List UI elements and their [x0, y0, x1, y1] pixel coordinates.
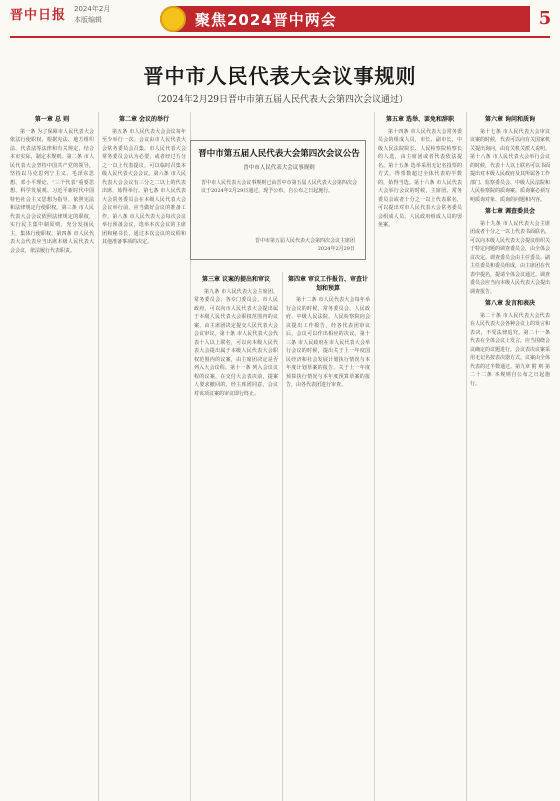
header-divider [10, 36, 550, 38]
edition-label: 本版编辑 [74, 16, 102, 24]
section-banner-text: 聚焦2024晋中两会 [195, 11, 337, 29]
signature-org: 晋中市第五届人民代表大会第四次会议主席团 [254, 238, 355, 244]
national-emblem-icon [160, 6, 186, 32]
announcement-signature [255, 237, 355, 253]
masthead-logo: 晋中日报 [10, 8, 67, 23]
column-divider [98, 112, 99, 801]
chapter-heading: 第一章 总 则 [34, 116, 70, 123]
issue-date: 2024年2月 [74, 5, 111, 13]
article-title: 晋中市人民代表大会议事规则 [143, 64, 417, 88]
paragraph: 第十九条 市人民代表大会主席团或者十分之一以上代表书面联名，可以向本级人民代表大会提议组织关于特定问题的调查委员会，由全体会议决定。调查委员会由主任委员、副主任委员和委员组成，由主席团在代表中提名，提请全体会议通过。调查委员会应当向本级人民代表大会提出调查报告。 [470, 220, 550, 295]
chapter-heading: 第二章 会议的举行 [118, 116, 170, 123]
page-header [0, 0, 560, 36]
paragraph: 第九条 市人民代表大会主席团、常务委员会、各专门委员会、市人民政府，可以向市人民代表大会提出属于本级人民代表大会职权范围内的议案，由主席团决定提交人民代表大会会议审议。第十条 市人民代表大会代表十人以上联名，可以向本级人民代表大会提出属于本级人民代表大会职权范围内的议案，由主席团决定是否列入大会议程。第十一条 列入会议议程的议案，在交付大会表决前，提案人要求撤回的，经主席团同意，会议对该项议案的审议即行终止。 [194, 288, 278, 397]
column-divider [466, 112, 467, 801]
chapter-heading: 第六章 询问和质询 [484, 116, 536, 123]
page-number: 5 [538, 8, 552, 29]
chapter-heading: 第五章 选举、罢免和辞职 [385, 116, 455, 123]
text-column [102, 112, 186, 801]
text-column [378, 112, 462, 801]
announcement-box [190, 140, 366, 260]
column-divider [282, 272, 283, 801]
paragraph: 第一条 为了保障市人民代表大会依法行使职权，根据宪法、地方组织法、代表法等法律和有关规定，结合本市实际，制定本规则。第二条 市人民代表大会坚持中国共产党的领导，坚持以马克思列宁主义、毛泽东思想、邓小平理论、“三个代表”重要思想、科学发展观、习近平新时代中国特色社会主义思想为指导，依照宪法和法律规定行使职权。第三条 市人民代表大会会议依照法律规定的职权，实行民主集中制原则，充分发扬民主，集体行使职权。第四条 市人民代表大会代表应当出席本级人民代表大会会议，依法履行代表职责。 [10, 128, 94, 254]
signature-date: 2024年2月29日 [317, 246, 355, 252]
paragraph: 第五条 市人民代表大会会议每年至少举行一次。会议由市人民代表大会常务委员会召集。市人民代表大会常务委员会认为必要，或者经过五分之一以上代表提议，可以临时召集本级人民代表大会会议。第六条 市人民代表大会会议有三分之二以上的代表出席，始得举行。第七条 市人民代表大会常务委员会在本级人民代表大会会议举行前，应当做好会议的准备工作。第八条 市人民代表大会每次会议举行预备会议，选举本次会议的主席团和秘书长，通过本次会议的议程和其他准备事项的决定。 [102, 128, 186, 245]
chapter-heading: 第七章 调查委员会 [484, 208, 536, 215]
paragraph: 第十二条 市人民代表大会每年举行会议的时候，常务委员会、人民政府、中级人民法院、人民检察院向会议提出工作报告，经各代表团审议后，会议可以作出相应的决议。第十三条 市人民政府在市人民代表大会举行会议的时候，提出关于上一年度国民经济和社会发展计划执行情况与本年度计划草案的报告、关于上一年度预算执行情况与本年度预算草案的报告，由各代表团进行审查。 [286, 297, 370, 388]
paragraph: 第二十条 市人民代表大会代表在人民代表大会各种会议上的发言和表决，不受法律追究。第二十一条 代表在全体会议上发言，应当围绕会议确定的议题进行。会议表决议案采用无记名按表决器方式。议案由全体代表的过半数通过。第九章 附 则 第二十二条 本规则自公布之日起施行。 [470, 312, 550, 387]
announcement-body: 晋中市人民代表大会议事规则已由晋中市第五届人民代表大会第四次会议于2024年2月29日通过，现予公布，自公布之日起施行。 [201, 180, 357, 194]
paragraph: 第十四条 市人民代表大会常务委员会的组成人员，市长、副市长，中级人民法院院长、人民检察院检察长的人选，由主席团或者代表依法提名。第十五条 选举采用无记名投票的方式。得票数超过全体代表的半数的，始得当选。第十六条 市人民代表大会举行会议的时候，主席团、常务委员会或者十分之一以上代表联名，可以提出对市人民代表大会常务委员会组成人员、人民政府组成人员的罢免案。 [378, 128, 462, 228]
text-column [286, 272, 370, 801]
column-divider [374, 112, 375, 801]
announcement-subtitle: 晋中市人民代表大会议事规则 [243, 165, 315, 171]
chapter-heading: 第三章 议案的提出和审议 [201, 276, 271, 283]
paragraph: 第十七条 市人民代表大会审议议案的时候，代表可以向有关国家机关提出询问，由有关机关派人说明。第十八条 市人民代表大会举行会议的时候，代表十人以上联名可以书面提出对本级人民政府及其所属各工作部门、监察委员会、中级人民法院和人民检察院的质询案。质询案必须写明质询对象、质询的问题和内容。 [470, 128, 550, 203]
chapter-heading: 第八章 发言和表决 [484, 300, 536, 307]
text-column [194, 272, 278, 801]
text-column [470, 112, 550, 801]
announcement-title: 晋中市第五届人民代表大会第四次会议公告 [198, 149, 360, 159]
chapter-heading: 第四章 审议工作报告、审查计划和预算 [287, 276, 369, 292]
text-column [10, 112, 94, 801]
article-subtitle: （2024年2月29日晋中市第五届人民代表大会第四次会议通过） [151, 95, 409, 105]
